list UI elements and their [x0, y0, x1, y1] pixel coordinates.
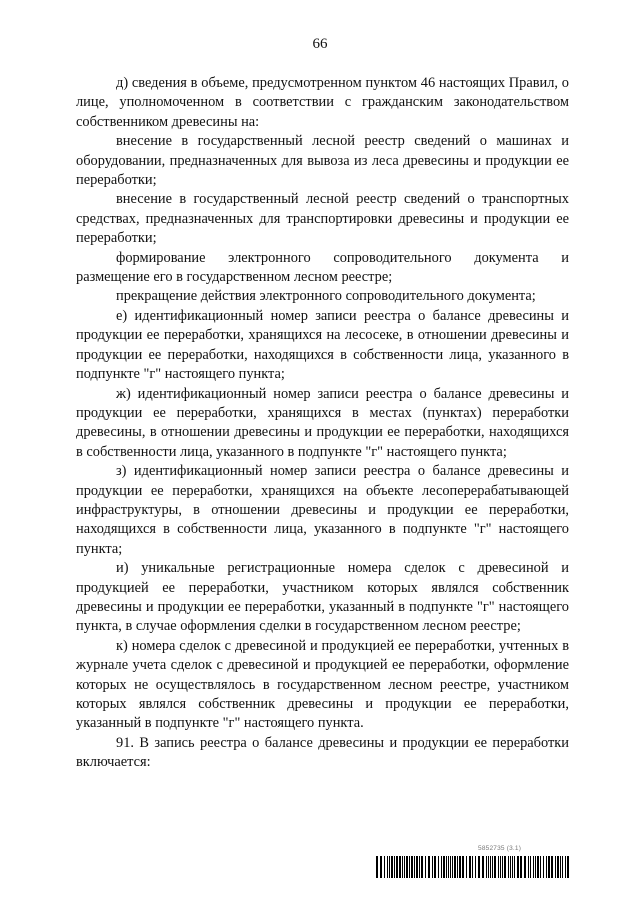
barcode-bar: [490, 856, 491, 878]
barcode-bar: [510, 856, 511, 878]
barcode-bar: [486, 856, 487, 878]
barcode-bar: [546, 856, 547, 878]
document-body: [76, 74, 569, 773]
barcode-bar: [514, 856, 515, 878]
barcode-bar: [500, 856, 501, 878]
barcode-bar: [508, 856, 509, 878]
barcode-bar: [394, 856, 395, 878]
barcode-bar: [389, 856, 390, 878]
barcode-bar: [416, 856, 418, 878]
paragraph-i: и) уникальные регистрационные номера сделок с древесиной и продукцией ее переработки, участником которых являлся собственник древесины и продукции ее переработки, указанный в подпункте "г" настоящего пункта, в случае оформления сделки в государственном лесном реестре;: [76, 560, 569, 635]
barcode-bar: [454, 856, 456, 878]
barcode-bar: [399, 856, 401, 878]
barcode-bar: [478, 856, 480, 878]
document-stamp-code: 5852735 (3.1): [478, 845, 522, 852]
paragraph-forming-document: формирование электронного сопроводительного документа и размещение его в государственном лесном реестре;: [76, 249, 569, 286]
paragraph-machines: внесение в государственный лесной реестр сведений о машинах и оборудовании, предназначенных для вывоза из леса древесины и продукции ее переработки;: [76, 133, 569, 189]
page-number: 66: [312, 36, 328, 52]
barcode-bar: [406, 856, 408, 878]
barcode-bar: [498, 856, 499, 878]
barcode-bar: [524, 856, 526, 878]
paragraph-e: е) идентификационный номер записи реестра о балансе древесины и продукции ее переработки, хранящихся на лесосеке, в отношении древесины и продукции ее переработки, находящихся в собственности лица, указанного в подпункте "г" настоящего пункта;: [76, 307, 569, 383]
barcode-bar: [425, 856, 426, 878]
barcode-bar: [459, 856, 461, 878]
barcode-bar: [494, 856, 496, 878]
barcode-bar: [402, 856, 403, 878]
barcode-bar: [472, 856, 473, 878]
barcode-bar: [411, 856, 413, 878]
barcode-bar: [404, 856, 405, 878]
barcode-bar: [457, 856, 458, 878]
barcode-bar: [512, 856, 513, 878]
barcode-bar: [530, 856, 531, 878]
barcode-bar: [502, 856, 503, 878]
barcode-bar: [562, 856, 563, 878]
barcode-bar: [517, 856, 519, 878]
barcode-bar: [528, 856, 529, 878]
paragraph-termination: прекращение действия электронного сопроводительного документа;: [116, 288, 536, 305]
barcode-bar: [548, 856, 550, 878]
barcode-bar: [450, 856, 451, 878]
paragraph-zh: ж) идентификационный номер записи реестра о балансе древесины и продукции ее переработки, хранящихся в местах (пунктах) переработки древесины, в отношении древесины и продукции ее переработки, находящихся в собственности лица, указанного в подпункте "г" настоящего пункта;: [76, 385, 569, 460]
barcode-bar: [537, 856, 539, 878]
barcode-bar: [462, 856, 464, 878]
barcode-bar: [504, 856, 506, 878]
barcode-bar: [452, 856, 453, 878]
barcode-bar: [466, 856, 467, 878]
paragraph-z: з) идентификационный номер записи реестра о балансе древесины и продукции ее переработки, хранящихся на объекте лесоперерабатывающей инфраструктуры, в отношении древесины и продукции ее переработки, находящихся в собственности лица, указанного в подпункте "г" настоящего пункта;: [76, 463, 569, 557]
barcode-bar: [555, 856, 556, 878]
barcode-bar: [543, 856, 544, 878]
barcode-bar: [488, 856, 489, 878]
barcode-bar: [448, 856, 449, 878]
barcode-bar: [376, 856, 378, 878]
paragraph-k: к) номера сделок с древесиной и продукцией ее переработки, учтенных в журнале учета сделок с древесиной и продукцией ее переработки, оформление которых не осуществлялось в государственном лесном реестре, участником которых являлся собственник древесины и продукции ее переработки, указанный в подпункте "г" настоящего пункта.: [76, 637, 569, 732]
barcode-bar: [380, 856, 382, 878]
barcode-bar: [409, 856, 410, 878]
barcode-bar: [414, 856, 415, 878]
barcode-bar: [492, 856, 493, 878]
paragraph-d: д) сведения в объеме, предусмотренном пунктом 46 настоящих Правил, о лице, уполномоченном в соответствии с гражданским законодательством собственником древесины на:: [76, 75, 569, 130]
barcode-bar: [428, 856, 430, 878]
barcode-bar: [391, 856, 393, 878]
barcode-bar: [446, 856, 447, 878]
barcode-bar: [438, 856, 439, 878]
barcode-bar: [421, 856, 423, 878]
barcode-bar: [567, 856, 569, 878]
barcode-bar: [441, 856, 442, 878]
barcode-image: [376, 856, 570, 878]
barcode-bar: [384, 856, 385, 878]
barcode-bar: [419, 856, 420, 878]
barcode-bar: [535, 856, 536, 878]
barcode-bar: [475, 856, 476, 878]
barcode-bar: [540, 856, 541, 878]
barcode-bar: [387, 856, 388, 878]
barcode-bar: [557, 856, 559, 878]
barcode-bar: [551, 856, 553, 878]
barcode-bar: [469, 856, 471, 878]
barcode-bar: [434, 856, 436, 878]
barcode-bar: [396, 856, 398, 878]
barcode-bar: [533, 856, 534, 878]
barcode-bar: [482, 856, 484, 878]
barcode-bar: [560, 856, 561, 878]
barcode-bar: [443, 856, 445, 878]
barcode-bar: [520, 856, 522, 878]
paragraph-91: 91. В запись реестра о балансе древесины и продукции ее переработки включается:: [76, 734, 569, 771]
barcode-bar: [565, 856, 566, 878]
paragraph-vehicles: внесение в государственный лесной реестр сведений о транспортных средствах, предназначенных для транспортировки древесины и продукции ее переработки;: [76, 191, 569, 247]
barcode-bar: [432, 856, 433, 878]
